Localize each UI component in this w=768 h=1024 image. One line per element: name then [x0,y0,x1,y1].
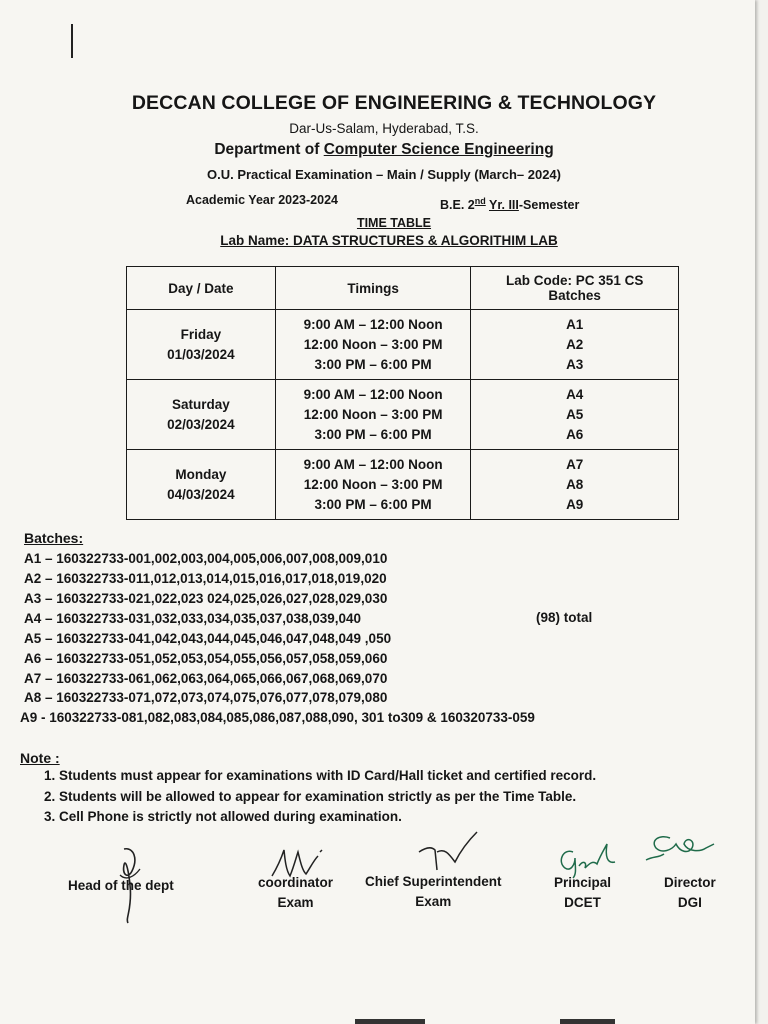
batch-code: A1 [566,316,584,332]
department-name: Computer Science Engineering [323,141,554,158]
batches-cell [471,310,679,380]
day-cell [127,450,276,520]
batch-code: A3 [566,356,584,372]
note-item: 2. Students will be allowed to appear for examination strictly as per the Time Table. [44,789,577,804]
timing-slot: 9:00 AM – 12:00 Noon [303,456,443,472]
batch-code: A2 [566,336,584,352]
timing-slot: 9:00 AM – 12:00 Noon [303,316,443,332]
batch-code: A6 [566,426,584,442]
semester-info [440,196,579,212]
time-table [126,266,679,520]
batch-line: A4 – 160322733-031,032,033,034,035,037,038,039,040 [24,611,362,626]
batches-cell [471,380,679,450]
batch-code: A8 [566,476,584,492]
signatory-coordinator [258,873,333,913]
batch-line: A8 – 160322733-071,072,073,074,075,076,077,078,079,080 [24,690,388,705]
principal-sublabel: DCET [564,895,601,910]
day-cell [127,380,276,450]
timing-slot: 12:00 Noon – 3:00 PM [303,336,443,352]
time-table-heading: TIME TABLE [356,216,432,230]
batch-line: A3 – 160322733-021,022,023 024,025,026,027,028,029,030 [24,591,388,606]
college-address: Dar-Us-Salam, Hyderabad, T.S. [289,121,479,136]
coordinator-label: coordinator [258,875,334,890]
batch-line: A5 – 160322733-041,042,043,044,045,046,047,048,049 ,050 [24,631,392,646]
table-row [127,450,679,520]
table-row [127,380,679,450]
semester-year: Yr. III [489,198,519,213]
batches-title: Batches: [24,530,84,546]
department-prefix: Department of [214,141,320,158]
principal-label: Principal [554,875,612,890]
academic-year: Academic Year 2023-2024 [186,193,338,207]
day-date: 04/03/2024 [167,486,235,502]
scan-mark [71,24,73,58]
signatory-hod [68,876,174,896]
batches-label: Batches [548,288,601,303]
timings-cell [275,310,471,380]
timing-slot: 9:00 AM – 12:00 Noon [303,386,443,402]
batch-line: A1 – 160322733-001,002,003,004,005,006,007,008,009,010 [24,551,388,566]
lab-code-label: Lab Code: PC 351 CS [506,273,644,288]
timings-cell [275,380,471,450]
batch-line: A6 – 160322733-051,052,053,054,055,056,057,058,059,060 [24,651,388,666]
timing-slot: 3:00 PM – 6:00 PM [314,496,432,512]
note-item: 1. Students must appear for examinations with ID Card/Hall ticket and certified record. [44,768,597,783]
semester-suffix: -Semester [518,198,580,213]
batch-code: A4 [566,386,584,402]
hod-label: Head of the dept [68,878,174,893]
timing-slot: 3:00 PM – 6:00 PM [314,356,432,372]
director-sublabel: DGI [677,895,702,910]
day-name: Saturday [172,396,230,412]
note-title: Note : [20,750,60,766]
signatory-principal [554,873,611,913]
director-label: Director [664,875,716,890]
lab-name: Lab Name: DATA STRUCTURES & ALGORITHIM LAB [220,233,558,248]
timing-slot: 3:00 PM – 6:00 PM [314,426,432,442]
header-lab-code [471,267,679,310]
batch-line: A2 – 160322733-011,012,013,014,015,016,017,018,019,020 [24,571,387,586]
timing-slot: 12:00 Noon – 3:00 PM [303,476,443,492]
batch-code: A7 [566,456,584,472]
scan-mark [560,1019,615,1024]
batches-cell [471,450,679,520]
timing-slot: 12:00 Noon – 3:00 PM [303,406,443,422]
college-name: DECCAN COLLEGE OF ENGINEERING & TECHNOLOGY [131,92,657,114]
day-date: 02/03/2024 [167,416,235,432]
day-date: 01/03/2024 [167,346,235,362]
director-signature [640,830,720,870]
chief-sublabel: Exam [415,894,452,909]
batch-code: A9 [566,496,584,512]
batch-line: A9 - 160322733-081,082,083,084,085,086,087,088,090, 301 to309 & 160320733-059 [20,710,535,725]
note-item: 3. Cell Phone is strictly not allowed during examination. [44,809,402,824]
department-heading [0,141,768,159]
batch-line: A7 – 160322733-061,062,063,064,065,066,067,068,069,070 [24,671,388,686]
header-timings: Timings [275,267,471,310]
table-row [127,310,679,380]
scan-mark [355,1019,425,1024]
day-name: Monday [175,466,227,482]
batches-total: (98) total [536,610,593,625]
table-header-row [127,267,679,310]
coordinator-sublabel: Exam [277,895,314,910]
exam-title: O.U. Practical Examination – Main / Supply (March– 2024) [206,167,561,182]
signatory-director [664,873,716,913]
semester-sup: nd [474,196,486,206]
day-cell [127,310,276,380]
header-day: Day / Date [127,267,276,310]
signatory-chief-superintendent [365,872,502,912]
day-name: Friday [180,326,222,342]
timings-cell [275,450,471,520]
batch-code: A5 [566,406,584,422]
chief-superintendent-signature [415,830,495,874]
chief-label: Chief Superintendent [365,874,502,889]
semester-prefix: B.E. 2 [440,198,475,213]
